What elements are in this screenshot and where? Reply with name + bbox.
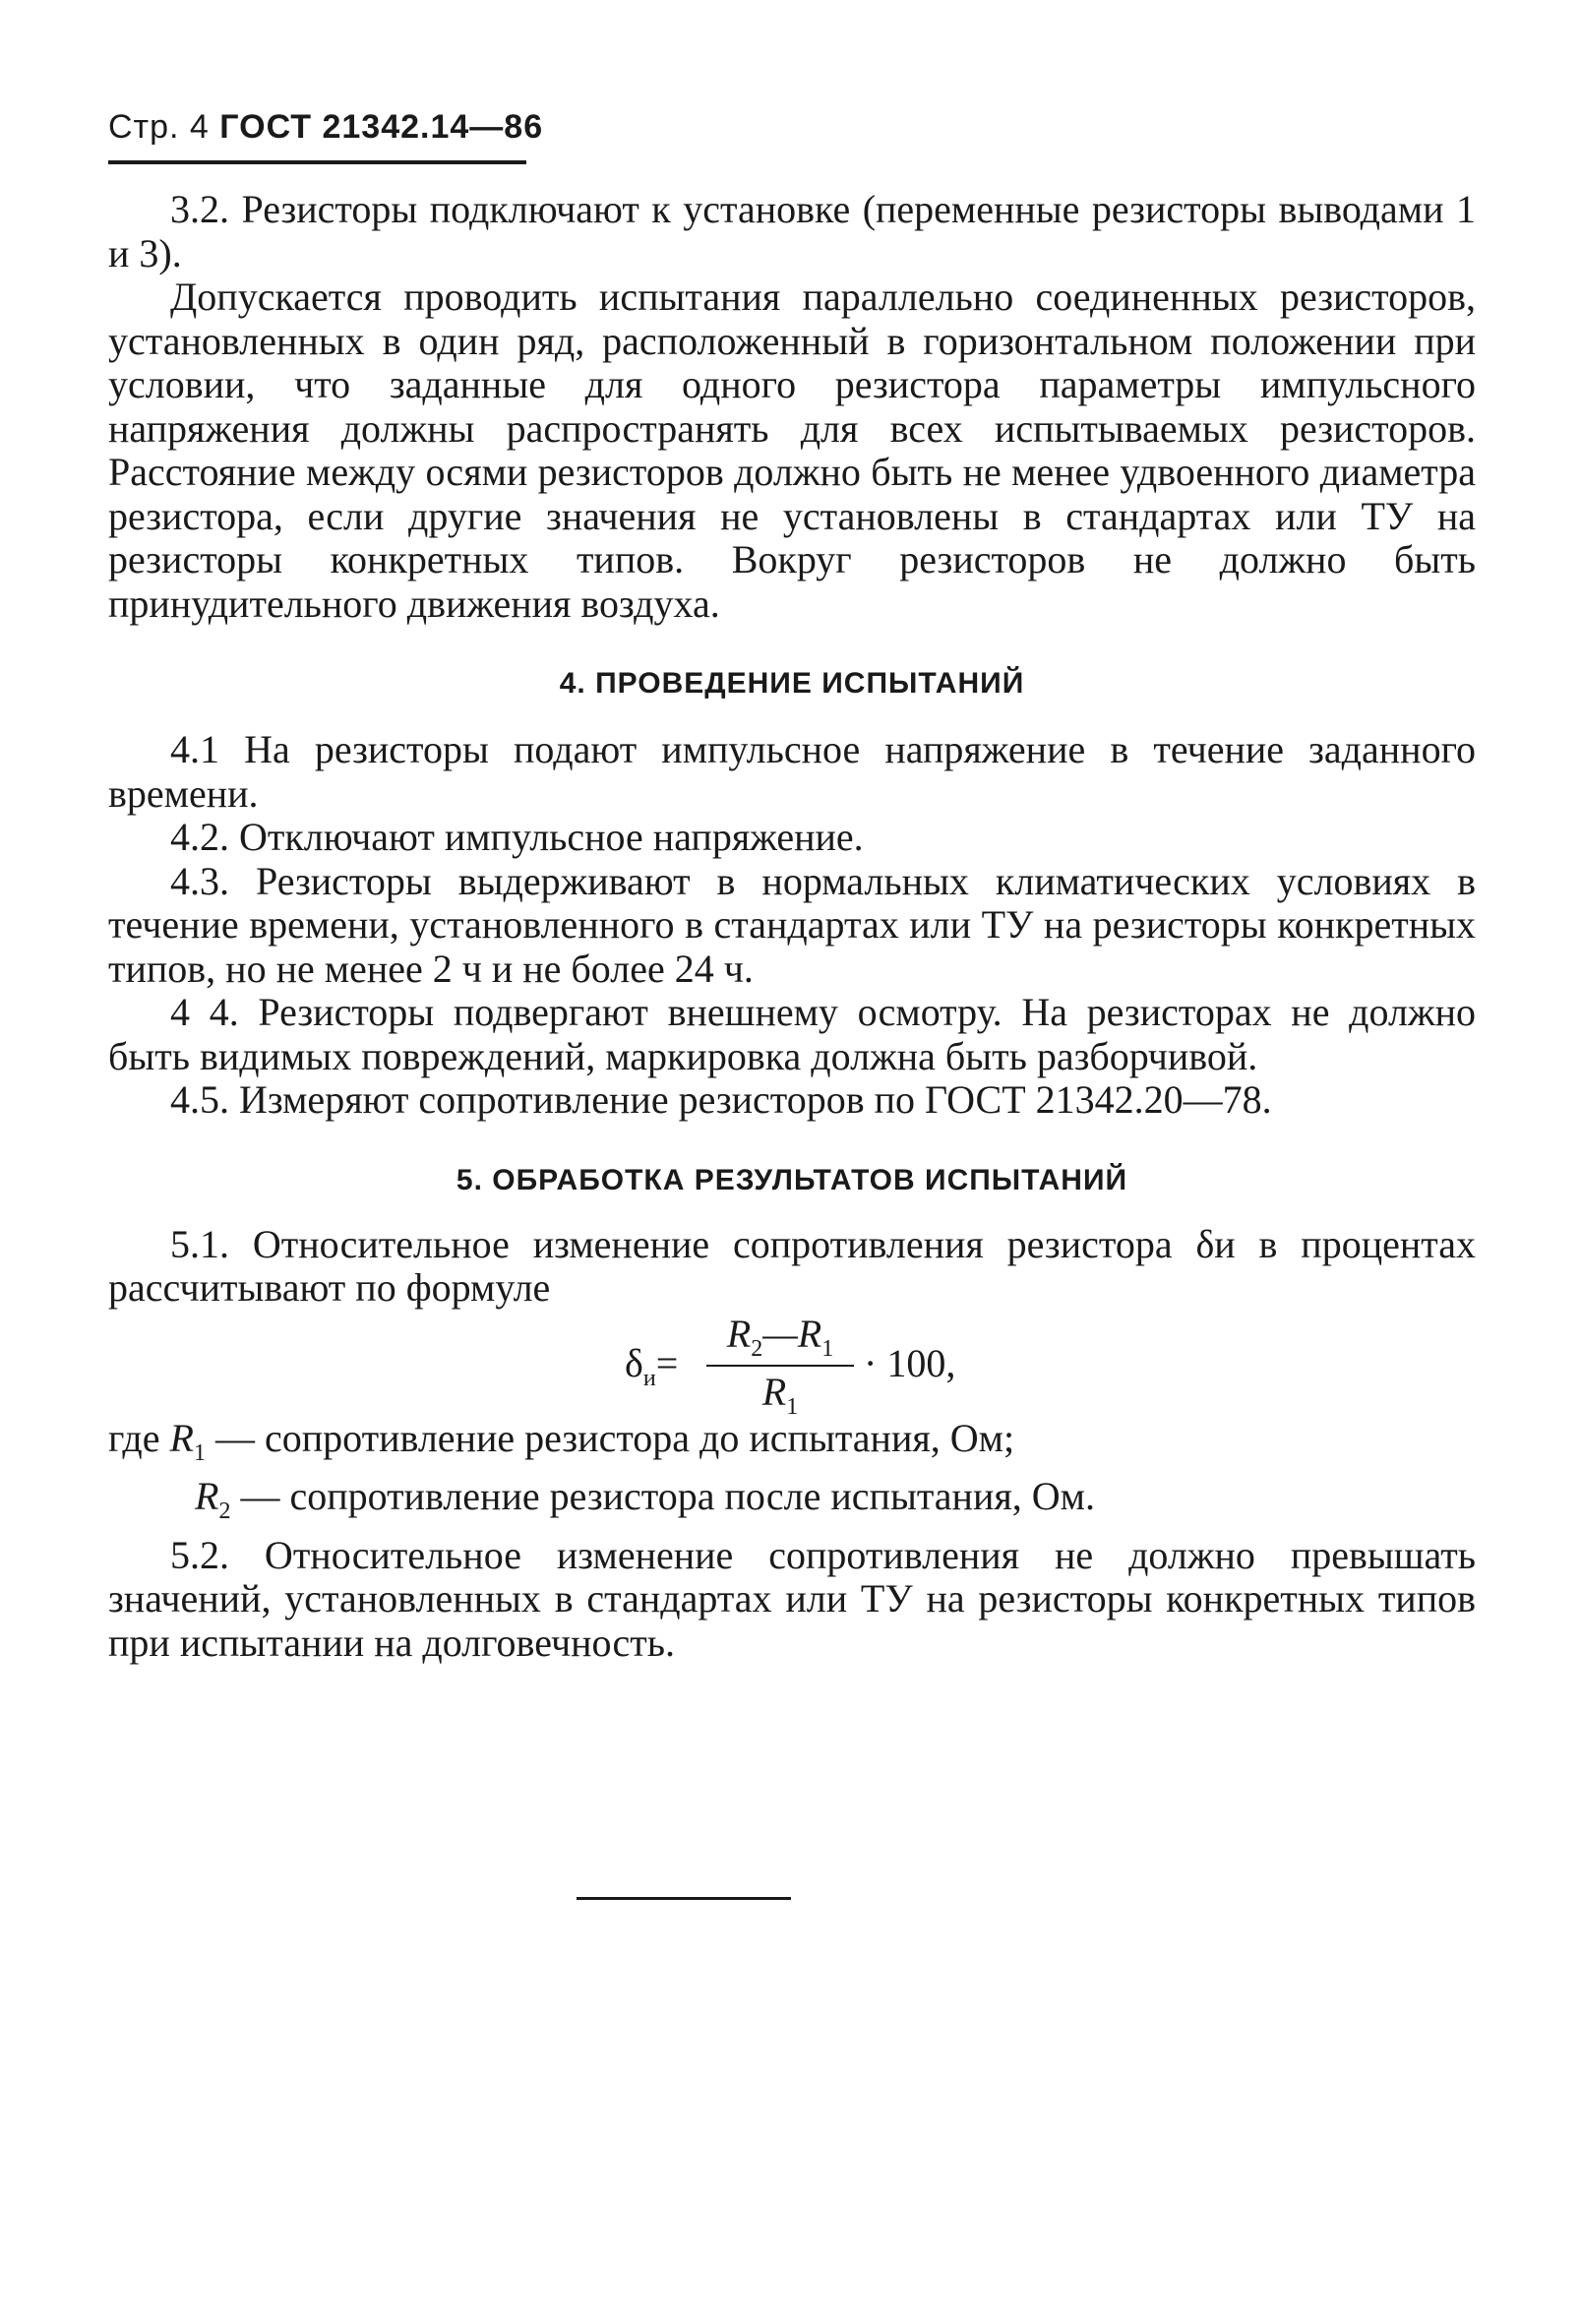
standard-number: ГОСТ 21342.14—86 [219,108,544,146]
section-5-heading: 5. ОБРАБОТКА РЕЗУЛЬТАТОВ ИСПЫТАНИЙ [456,1163,1128,1196]
formula-numerator: $R_2—R_1$ [726,1311,834,1362]
paragraph-4-4: 4 4. Резисторы подвергают внешнему осмотру. На резисторах не должно быть видимых повреждений, маркировка должна быть разборчивой. [108,990,1476,1078]
formula-fraction [706,1311,854,1421]
formula-delta [108,1311,1476,1420]
formula-lhs: $\delta_и=$ [625,1340,679,1391]
where-r1: где $R_1$ — сопротивление резистора до испытания, Ом; [108,1415,1015,1466]
paragraph-4-3: 4.3. Резисторы выдерживают в нормальных климатических условиях в течение времени, установленного в стандартах или ТУ на резисторы конкретных типов, но не менее 2 ч и не более 24 ч. [108,858,1476,991]
section-4-heading: 4. ПРОВЕДЕНИЕ ИСПЫТАНИЙ [559,667,1025,700]
where-r2: $R_2$ — сопротивление резистора после испытания, Ом. [195,1474,1095,1524]
formula-rhs: · 100, [864,1340,956,1385]
paragraph-3-2-note: Допускается проводить испытания параллельно соединенных резисторов, установленных в один ряд, расположенный в горизонтальном положении при условии, что заданные для одного резистора параметры импульсного напряжения должны распространять для всех испытываемых резисторов. Расстояние между осями резисторов должно быть не менее удвоенного диаметра резистора, если другие значения не установлены в стандартах или ТУ на резисторы конкретных типов. Вокруг резисторов не должно быть принудительного движения воздуха. [108,275,1476,626]
page-label: Стр. 4 [108,108,210,146]
paragraph-4-2: 4.2. Отключают импульсное напряжение. [170,815,864,859]
document-page [108,108,1476,1665]
paragraph-4-1: 4.1 На резисторы подают импульсное напряжение в течение заданного времени. [108,727,1476,816]
paragraph-4-5: 4.5. Измеряют сопротивление резисторов по ГОСТ 21342.20—78. [170,1077,1272,1122]
paragraph-5-2: 5.2. Относительное изменение сопротивления не должно превышать значений, установленных в стандартах или ТУ на резисторы конкретных типов при испытании на долговечность. [108,1532,1476,1665]
paragraph-3-2: 3.2. Резисторы подключают к установке (переменные резисторы выводами 1 и 3). [108,187,1476,275]
running-head [108,108,544,164]
paragraph-5-1: 5.1. Относительное изменение сопротивления резистора δи в процентах рассчитывают по формуле [108,1221,1476,1310]
end-rule [577,1897,791,1900]
formula-denominator: $R_1$ [761,1369,799,1420]
